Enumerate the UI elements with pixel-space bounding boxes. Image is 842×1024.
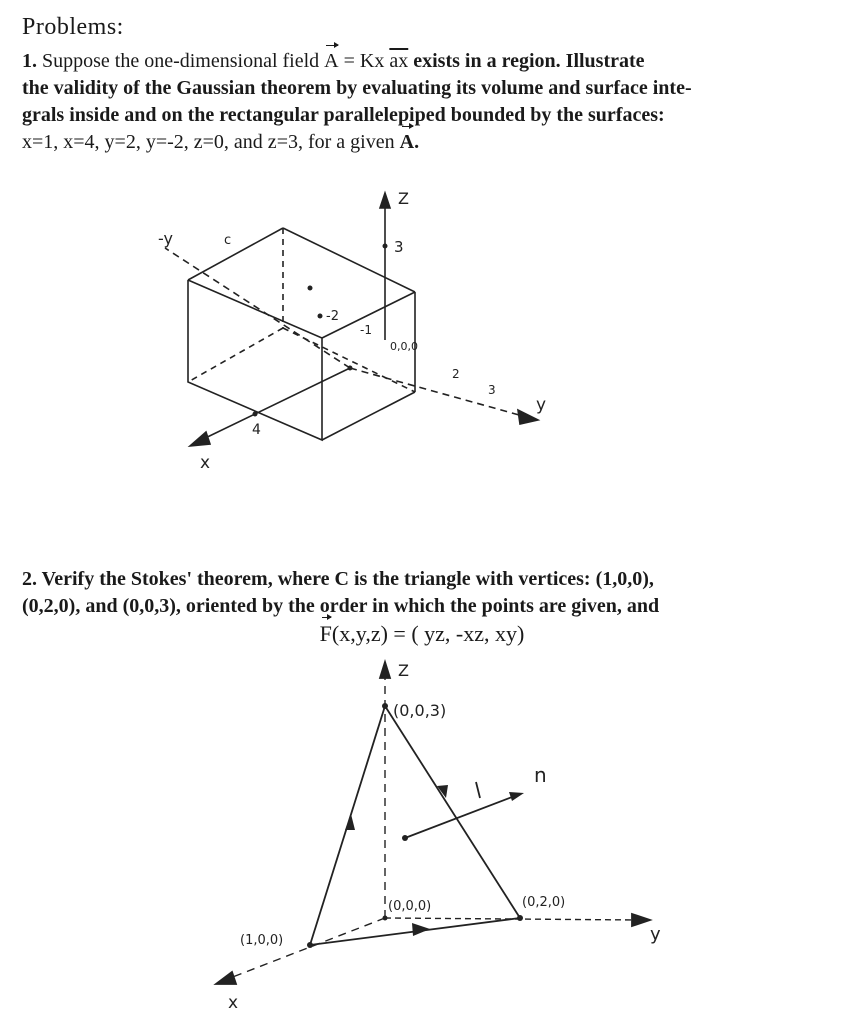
fig2-label-x: x <box>228 993 239 1013</box>
fig1-label-z: Z <box>398 189 409 208</box>
vertex-020 <box>517 915 523 921</box>
point-origin-2 <box>383 916 388 921</box>
vector-A-repeat: A <box>400 129 414 156</box>
y-axis <box>350 368 530 418</box>
fig1-label-neg-2: -2 <box>326 309 339 324</box>
fig2-label-000: (0,0,0) <box>388 899 432 914</box>
box-top-left-edge <box>188 228 283 280</box>
surfaces-list: x=1, x=4, y=2, y=-2, z=0, and z=3, for a given <box>22 131 395 153</box>
problem-1-intro-end: exists in a region. Illustrate <box>413 50 645 72</box>
point-z3 <box>383 244 388 249</box>
unit-vector-ax: $\overline{ax}$ <box>389 50 409 72</box>
problem-2-line-2: (0,2,0), and (0,0,3), oriented by the order in which the points are given, and <box>22 595 660 617</box>
fig2-label-003: (0,0,3) <box>393 701 447 720</box>
point-origin <box>348 366 353 371</box>
fig1-label-y: y <box>536 395 547 415</box>
orientation-arrow-bottom <box>412 923 430 936</box>
vector-F: F <box>319 621 332 646</box>
fig2-label-n: n <box>534 763 547 787</box>
normal-vector <box>405 794 520 838</box>
field-equation: = Kx <box>343 50 385 72</box>
y-axis-arrow <box>518 410 538 424</box>
x-axis-arrow <box>190 432 210 446</box>
fig2-x-axis <box>225 918 385 980</box>
fig1-label-x: x <box>200 453 211 473</box>
problem-2 <box>22 566 822 647</box>
problem-1-line-3: grals inside and on the rectangular parallelepiped bounded by the surfaces: <box>22 104 665 126</box>
problem-2-number: 2. <box>22 568 37 590</box>
fig2-label-y: y <box>650 924 661 945</box>
point-interior <box>308 286 313 291</box>
vector-field-expression: (x,y,z) = ( yz, -xz, xy) <box>331 621 525 646</box>
vector-A: A <box>324 48 338 75</box>
normal-vector-tick <box>476 782 480 798</box>
fig1-label-2: 2 <box>452 367 460 381</box>
problem-1-intro: Suppose the one-dimensional field <box>42 50 320 72</box>
x-axis <box>195 368 350 443</box>
box-hidden-bottom-back <box>283 328 415 392</box>
fig1-label-neg-1: -1 <box>360 323 372 337</box>
fig2-z-axis-arrow <box>380 662 390 678</box>
fig2-label-020: (0,2,0) <box>522 895 566 910</box>
fig2-label-100: (1,0,0) <box>240 933 284 948</box>
vertex-003 <box>382 703 388 709</box>
normal-base-point <box>402 835 408 841</box>
fig1-label-3-y: 3 <box>488 383 496 397</box>
problem-1-line-2: the validity of the Gaussian theorem by evaluating its volume and surface inte- <box>22 77 692 99</box>
page-heading: Problems: <box>22 14 124 40</box>
z-axis-arrow <box>380 193 390 208</box>
normal-arrow-head <box>509 792 524 801</box>
fig1-label-neg-y: -y <box>158 229 173 248</box>
fig2-y-axis-arrow <box>632 914 650 926</box>
vertex-100 <box>307 942 313 948</box>
fig1-label-4: 4 <box>252 422 261 438</box>
line-4-period: . <box>414 131 420 153</box>
triangle-edge-2-to-3 <box>385 706 520 918</box>
fig1-label-c: c <box>224 233 232 248</box>
fig2-x-axis-arrow <box>216 972 236 984</box>
vector-field-definition <box>22 620 822 647</box>
box-hidden-bottom-left <box>188 328 283 382</box>
fig1-label-origin: 0,0,0 <box>390 340 418 353</box>
point-neg2 <box>318 314 323 319</box>
box-bottom-right <box>322 392 415 440</box>
fig1-label-3: 3 <box>394 238 404 256</box>
problem-2-line-1 <box>22 566 822 593</box>
fig2-label-z: Z <box>398 661 409 680</box>
problem-1-number: 1. <box>22 50 37 72</box>
point-x4 <box>253 412 258 417</box>
problem-2-text-1: Verify the Stokes' theorem, where C is the triangle with vertices: (1,0,0), <box>41 568 654 590</box>
